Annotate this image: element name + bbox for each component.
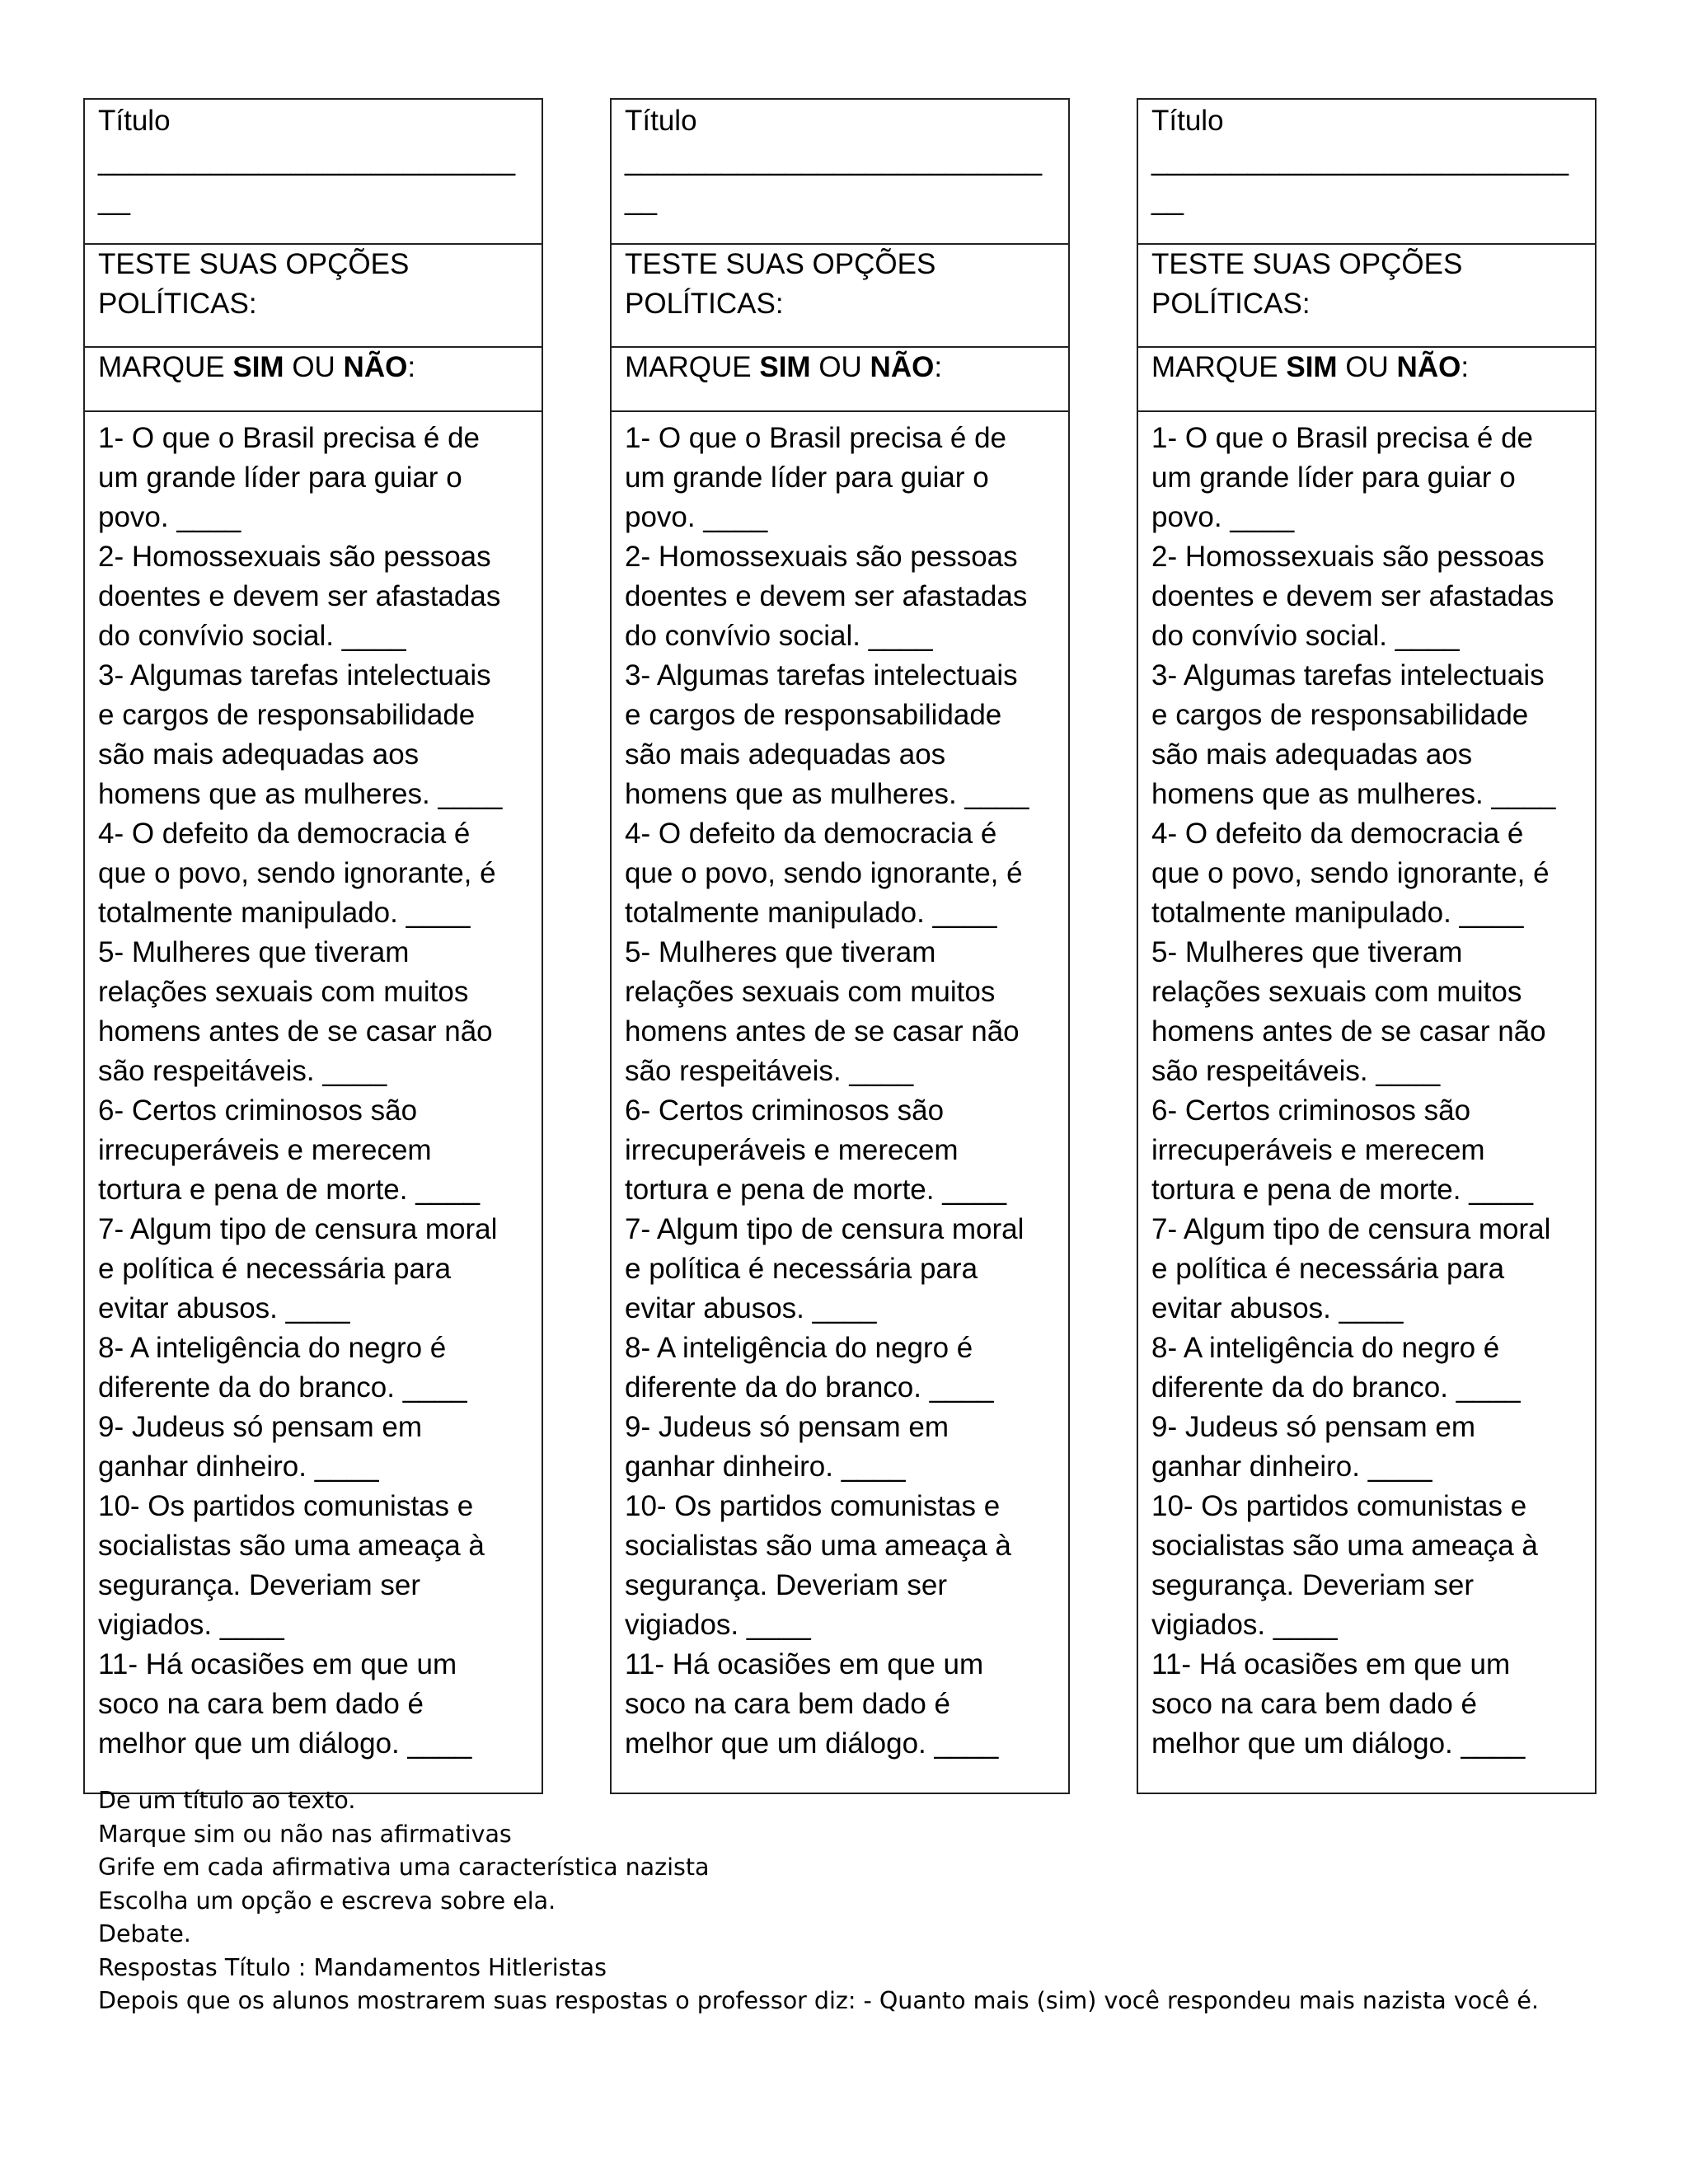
question-line: 6- Certos criminosos são <box>625 1094 945 1127</box>
question-line: 1- O que o Brasil precisa é de <box>625 422 1007 454</box>
question-line: e política é necessária para <box>625 1253 978 1285</box>
question-line: totalmente manipulado. ____ <box>625 897 997 929</box>
test-heading-cell <box>85 245 542 348</box>
question-line: são respeitáveis. ____ <box>98 1055 387 1087</box>
question-line: 9- Judeus só pensam em <box>1151 1411 1475 1443</box>
question-line: homens que as mulheres. ____ <box>98 778 503 810</box>
mark-or: OU <box>1337 351 1397 383</box>
questions-cell <box>1138 412 1595 1793</box>
question-line: tortura e pena de morte. ____ <box>98 1174 481 1206</box>
question-line: soco na cara bem dado é <box>98 1688 424 1720</box>
question-line: melhor que um diálogo. ____ <box>625 1727 999 1760</box>
question-line: e cargos de responsabilidade <box>1151 699 1529 731</box>
instruction-line: Depois que os alunos mostrarem suas respostas o professor diz: - Quanto mais (sim) você respondeu mais nazista você é. <box>98 1987 1539 2014</box>
mark-instruction-cell <box>85 348 542 412</box>
question-line: relações sexuais com muitos <box>98 976 469 1008</box>
question-line: 4- O defeito da democracia é <box>98 818 471 850</box>
question-line: são mais adequadas aos <box>625 738 946 771</box>
question-line: homens antes de se casar não <box>625 1015 1020 1047</box>
title-blank-line[interactable]: __________________________ <box>1151 144 1569 176</box>
mark-or: OU <box>810 351 870 383</box>
instructions-footer <box>98 1784 1539 2018</box>
question-line: 8- A inteligência do negro é <box>1151 1332 1500 1364</box>
question-line: diferente da do branco. ____ <box>1151 1371 1521 1404</box>
question-line: 5- Mulheres que tiveram <box>98 936 410 968</box>
question-line: são respeitáveis. ____ <box>625 1055 914 1087</box>
mark-prefix: MARQUE <box>1151 351 1287 383</box>
question-line: relações sexuais com muitos <box>625 976 996 1008</box>
title-blank-line[interactable]: __________________________ <box>625 144 1043 176</box>
mark-instruction <box>98 348 528 387</box>
question-line: 5- Mulheres que tiveram <box>625 936 936 968</box>
question-line: totalmente manipulado. ____ <box>98 897 471 929</box>
question-line: 2- Homossexuais são pessoas <box>1151 541 1545 573</box>
test-heading-line-1: TESTE SUAS OPÇÕES <box>625 248 936 280</box>
mark-no: NÃO <box>343 351 408 383</box>
question-line: 7- Algum tipo de censura moral <box>625 1213 1025 1245</box>
question-line: um grande líder para guiar o <box>1151 462 1516 494</box>
question-line: irrecuperáveis e merecem <box>625 1134 959 1166</box>
question-line: homens que as mulheres. ____ <box>625 778 1029 810</box>
mark-yes: SIM <box>759 351 811 383</box>
mark-prefix: MARQUE <box>625 351 760 383</box>
instruction-line: Debate. <box>98 1920 191 1947</box>
question-line: do convívio social. ____ <box>1151 620 1460 652</box>
title-blank-line-end[interactable]: __ <box>1151 184 1184 216</box>
question-line: socialistas são uma ameaça à <box>1151 1530 1538 1562</box>
question-line: soco na cara bem dado é <box>1151 1688 1477 1720</box>
question-line: doentes e devem ser afastadas <box>98 580 501 612</box>
question-line: 2- Homossexuais são pessoas <box>625 541 1018 573</box>
question-line: tortura e pena de morte. ____ <box>1151 1174 1534 1206</box>
title-blank-line-end[interactable]: __ <box>625 184 657 216</box>
test-heading-cell <box>1138 245 1595 348</box>
mark-instruction-cell <box>1138 348 1595 412</box>
instruction-line: Grife em cada afirmativa uma característica nazista <box>98 1854 710 1881</box>
question-line: evitar abusos. ____ <box>625 1292 877 1324</box>
title-cell <box>1138 100 1595 245</box>
mark-suffix: : <box>1461 351 1470 383</box>
question-line: povo. ____ <box>1151 501 1295 533</box>
instruction-line: Respostas Título : Mandamentos Hitleristas <box>98 1953 607 1981</box>
mark-instruction <box>1151 348 1582 387</box>
instruction-line: Escolha um opção e escreva sobre ela. <box>98 1886 556 1915</box>
question-line: 6- Certos criminosos são <box>98 1094 418 1127</box>
question-line: ganhar dinheiro. ____ <box>625 1451 906 1483</box>
question-line: irrecuperáveis e merecem <box>1151 1134 1485 1166</box>
question-line: são mais adequadas aos <box>1151 738 1473 771</box>
question-line: vigiados. ____ <box>625 1609 811 1641</box>
question-line: segurança. Deveriam ser <box>625 1569 947 1601</box>
mark-prefix: MARQUE <box>98 351 233 383</box>
questions-cell <box>85 412 542 1793</box>
question-line: ganhar dinheiro. ____ <box>98 1451 379 1483</box>
question-line: povo. ____ <box>98 501 241 533</box>
test-heading-line-2: POLÍTICAS: <box>1151 288 1311 320</box>
question-line: são mais adequadas aos <box>98 738 420 771</box>
question-line: 3- Algumas tarefas intelectuais <box>98 659 491 691</box>
question-line: doentes e devem ser afastadas <box>1151 580 1554 612</box>
title-label: Título <box>625 105 697 137</box>
question-line: 5- Mulheres que tiveram <box>1151 936 1463 968</box>
question-line: 10- Os partidos comunistas e <box>625 1490 1001 1522</box>
question-line: um grande líder para guiar o <box>98 462 462 494</box>
mark-instruction <box>625 348 1055 387</box>
question-line: povo. ____ <box>625 501 768 533</box>
question-line: 2- Homossexuais são pessoas <box>98 541 491 573</box>
mark-suffix: : <box>407 351 416 383</box>
mark-or: OU <box>284 351 344 383</box>
question-line: 11- Há ocasiões em que um <box>1151 1648 1511 1680</box>
questionnaire-card-2 <box>610 98 1070 1794</box>
question-line: 10- Os partidos comunistas e <box>1151 1490 1527 1522</box>
questionnaire-card-3 <box>1137 98 1597 1794</box>
question-list <box>98 419 528 1764</box>
mark-no: NÃO <box>1396 351 1461 383</box>
question-line: que o povo, sendo ignorante, é <box>1151 857 1550 889</box>
question-list <box>1151 419 1582 1764</box>
question-line: evitar abusos. ____ <box>1151 1292 1404 1324</box>
question-line: e política é necessária para <box>98 1253 452 1285</box>
title-cell <box>85 100 542 245</box>
question-line: ganhar dinheiro. ____ <box>1151 1451 1432 1483</box>
question-line: 8- A inteligência do negro é <box>625 1332 973 1364</box>
question-line: 4- O defeito da democracia é <box>1151 818 1524 850</box>
question-line: totalmente manipulado. ____ <box>1151 897 1524 929</box>
title-label: Título <box>98 105 171 137</box>
question-line: 7- Algum tipo de censura moral <box>1151 1213 1551 1245</box>
question-line: diferente da do branco. ____ <box>625 1371 994 1404</box>
instruction-line: De um título ao texto. <box>98 1787 356 1814</box>
question-line: um grande líder para guiar o <box>625 462 989 494</box>
question-line: soco na cara bem dado é <box>625 1688 950 1720</box>
mark-yes: SIM <box>1286 351 1338 383</box>
question-line: vigiados. ____ <box>1151 1609 1338 1641</box>
question-line: são respeitáveis. ____ <box>1151 1055 1441 1087</box>
test-heading-line-2: POLÍTICAS: <box>98 288 257 320</box>
question-line: vigiados. ____ <box>98 1609 284 1641</box>
question-line: segurança. Deveriam ser <box>98 1569 420 1601</box>
question-line: 1- O que o Brasil precisa é de <box>98 422 481 454</box>
question-line: evitar abusos. ____ <box>98 1292 350 1324</box>
question-line: 11- Há ocasiões em que um <box>98 1648 457 1680</box>
question-list <box>625 419 1055 1764</box>
question-line: melhor que um diálogo. ____ <box>1151 1727 1526 1760</box>
test-heading-line-1: TESTE SUAS OPÇÕES <box>98 248 410 280</box>
question-line: melhor que um diálogo. ____ <box>98 1727 472 1760</box>
test-heading-line-1: TESTE SUAS OPÇÕES <box>1151 248 1463 280</box>
question-line: socialistas são uma ameaça à <box>625 1530 1011 1562</box>
question-line: 9- Judeus só pensam em <box>625 1411 949 1443</box>
question-line: 3- Algumas tarefas intelectuais <box>1151 659 1545 691</box>
question-line: 6- Certos criminosos são <box>1151 1094 1471 1127</box>
question-line: homens antes de se casar não <box>1151 1015 1546 1047</box>
question-line: segurança. Deveriam ser <box>1151 1569 1474 1601</box>
question-line: que o povo, sendo ignorante, é <box>98 857 496 889</box>
question-line: e cargos de responsabilidade <box>98 699 476 731</box>
question-line: 11- Há ocasiões em que um <box>625 1648 984 1680</box>
question-line: 3- Algumas tarefas intelectuais <box>625 659 1018 691</box>
question-line: diferente da do branco. ____ <box>98 1371 467 1404</box>
question-line: do convívio social. ____ <box>98 620 406 652</box>
question-line: homens que as mulheres. ____ <box>1151 778 1556 810</box>
mark-no: NÃO <box>870 351 935 383</box>
question-line: 1- O que o Brasil precisa é de <box>1151 422 1534 454</box>
question-line: homens antes de se casar não <box>98 1015 493 1047</box>
question-line: 4- O defeito da democracia é <box>625 818 997 850</box>
question-line: e política é necessária para <box>1151 1253 1505 1285</box>
title-cell <box>612 100 1068 245</box>
question-line: 9- Judeus só pensam em <box>98 1411 422 1443</box>
title-label: Título <box>1151 105 1224 137</box>
instruction-line: Marque sim ou não nas afirmativas <box>98 1820 512 1848</box>
question-line: 8- A inteligência do negro é <box>98 1332 447 1364</box>
mark-yes: SIM <box>232 351 284 383</box>
question-line: 7- Algum tipo de censura moral <box>98 1213 498 1245</box>
question-line: que o povo, sendo ignorante, é <box>625 857 1023 889</box>
question-line: relações sexuais com muitos <box>1151 976 1522 1008</box>
questionnaire-card-1 <box>83 98 543 1794</box>
question-line: do convívio social. ____ <box>625 620 933 652</box>
question-line: tortura e pena de morte. ____ <box>625 1174 1007 1206</box>
mark-suffix: : <box>934 351 943 383</box>
test-heading-line-2: POLÍTICAS: <box>625 288 784 320</box>
test-heading-cell <box>612 245 1068 348</box>
title-blank-line-end[interactable]: __ <box>98 184 130 216</box>
question-line: irrecuperáveis e merecem <box>98 1134 432 1166</box>
question-line: socialistas são uma ameaça à <box>98 1530 485 1562</box>
question-line: doentes e devem ser afastadas <box>625 580 1028 612</box>
question-line: 10- Os partidos comunistas e <box>98 1490 474 1522</box>
title-blank-line[interactable]: __________________________ <box>98 144 516 176</box>
question-line: e cargos de responsabilidade <box>625 699 1002 731</box>
questions-cell <box>612 412 1068 1793</box>
mark-instruction-cell <box>612 348 1068 412</box>
